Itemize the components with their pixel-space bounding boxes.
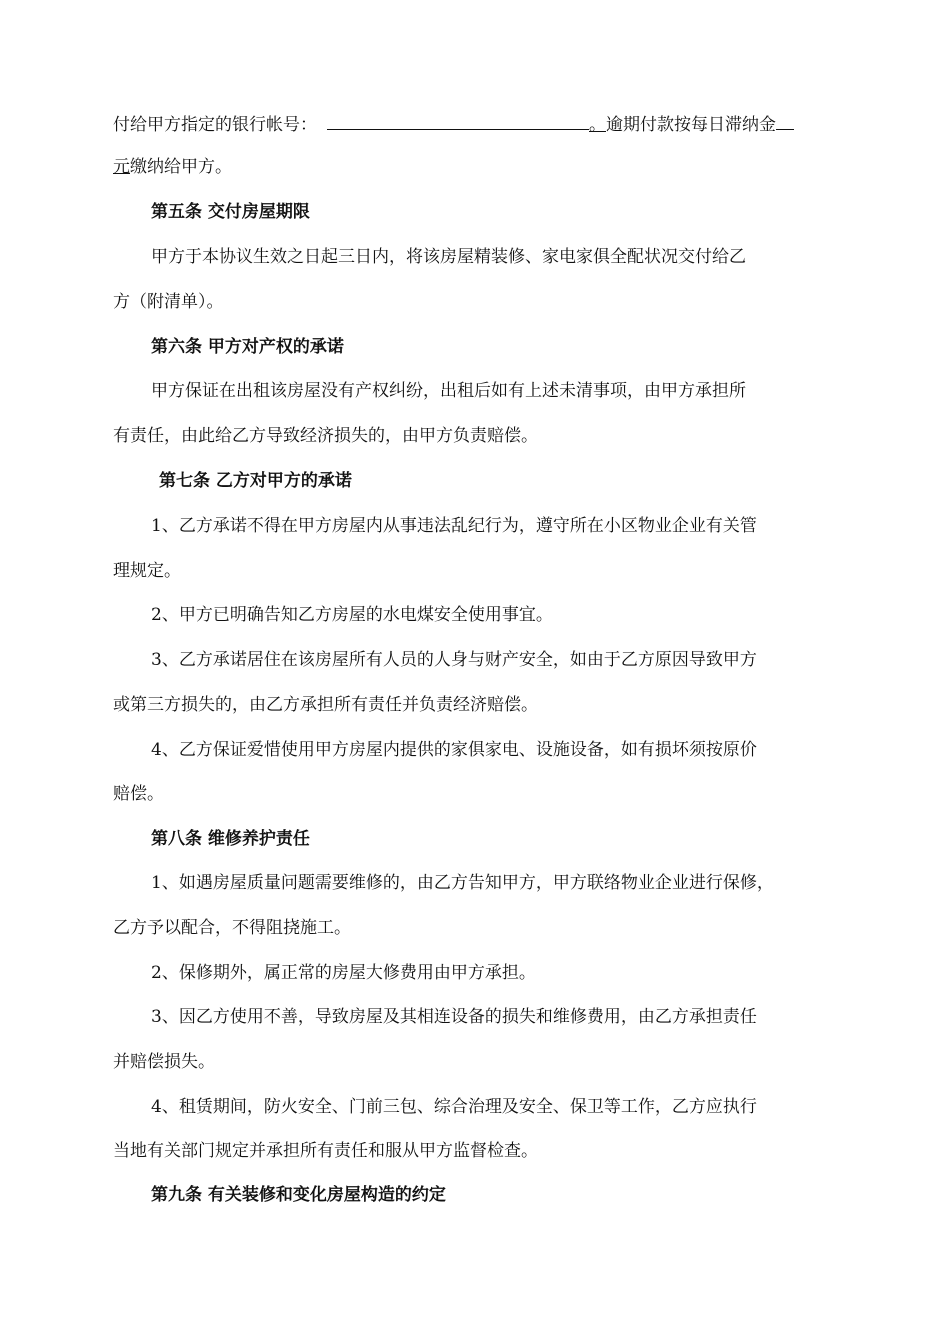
article5-p1-line1: 甲方于本协议生效之日起三日内，将该房屋精装修、家电家俱全配状况交付给乙 (151, 247, 746, 267)
article8-i1-line1: 1、如遇房屋质量问题需要维修的，由乙方告知甲方，甲方联络物业企业进行保修， (151, 873, 774, 893)
payment-line-2 (113, 156, 232, 178)
article7-i4-line1: 4、乙方保证爱惜使用甲方房屋内提供的家俱家电、设施设备，如有损坏须按原价 (151, 740, 757, 760)
article5-title: 第五条 交付房屋期限 (151, 202, 310, 222)
article6-title: 第六条 甲方对产权的承诺 (151, 337, 344, 357)
article7-i3-line2: 或第三方损失的，由乙方承担所有责任并负责经济赔偿。 (113, 695, 538, 715)
payment-text-3: 逾期付款按每日滞纳金 (606, 115, 776, 135)
article7-i1-line2: 理规定。 (113, 561, 181, 581)
article7-i4-line2: 赔偿。 (113, 784, 164, 804)
payment-text-1: 付给甲方指定的银行帐号： (113, 115, 317, 135)
article8-i2-line1: 2、保修期外，属正常的房屋大修费用由甲方承担。 (151, 963, 536, 983)
article8-i4-line2: 当地有关部门规定并承担所有责任和服从甲方监督检查。 (113, 1141, 538, 1161)
payment-period: 。 (589, 115, 606, 135)
article8-i4-line1: 4、租赁期间，防火安全、门前三包、综合治理及安全、保卫等工作，乙方应执行 (151, 1097, 757, 1117)
article8-i1-line2: 乙方予以配合，不得阻挠施工。 (113, 918, 351, 938)
article5-p1-line2: 方（附清单）。 (113, 292, 224, 312)
bank-account-blank (327, 113, 589, 130)
article8-title: 第八条 维修养护责任 (151, 829, 310, 849)
article8-i3-line2: 并赔偿损失。 (113, 1052, 215, 1072)
article7-i1-line1: 1、乙方承诺不得在甲方房屋内从事违法乱纪行为，遵守所在小区物业企业有关管 (151, 516, 757, 536)
article6-p1-line1: 甲方保证在出租该房屋没有产权纠纷，出租后如有上述未清事项，由甲方承担所 (151, 381, 746, 401)
article8-i3-line1: 3、因乙方使用不善，导致房屋及其相连设备的损失和维修费用，由乙方承担责任 (151, 1007, 757, 1027)
article7-title: 第七条 乙方对甲方的承诺 (159, 471, 352, 491)
article6-p1-line2: 有责任，由此给乙方导致经济损失的，由甲方负责赔偿。 (113, 426, 538, 446)
payment-line-1 (113, 113, 794, 136)
article9-title: 第九条 有关装修和变化房屋构造的约定 (151, 1185, 446, 1205)
article7-i2-line1: 2、甲方已明确告知乙方房屋的水电煤安全使用事宜。 (151, 605, 553, 625)
unit-yuan: 元 (113, 157, 130, 177)
late-fee-blank (776, 113, 794, 130)
article7-i3-line1: 3、乙方承诺居住在该房屋所有人员的人身与财产安全，如由于乙方原因导致甲方 (151, 650, 757, 670)
payment-text-4: 缴纳给甲方。 (130, 157, 232, 177)
